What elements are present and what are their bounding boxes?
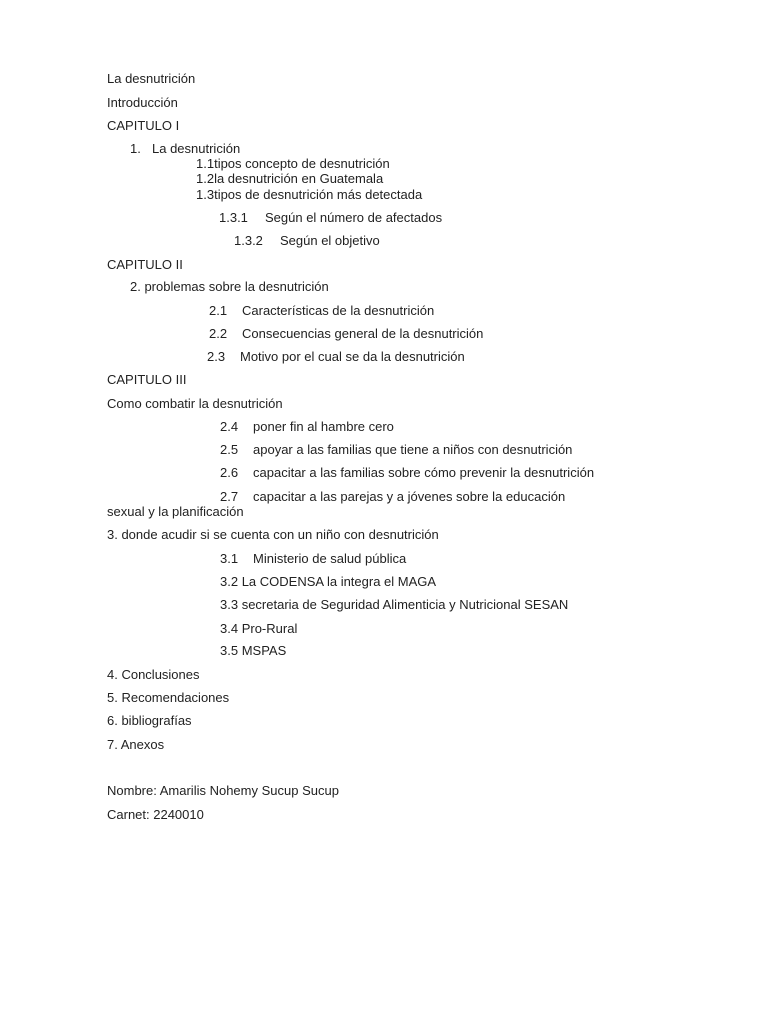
section-3-sub-item-3-4 (220, 621, 297, 636)
cap2-list-item: 2. problemas sobre la desnutrición (130, 279, 329, 294)
cap3-sub-item-2-7-continuation: sexual y la planificación (107, 504, 244, 519)
list-number: 2.2 (209, 326, 228, 341)
author-carnet: Carnet: 2240010 (107, 807, 204, 822)
author-name: Nombre: Amarilis Nohemy Sucup Sucup (107, 783, 339, 798)
list-number: 2.1 (209, 303, 228, 318)
list-text: Ministerio de salud pública (253, 551, 407, 566)
list-number: 1.3 (196, 187, 215, 202)
section-6-bibliografias: 6. bibliografías (107, 713, 192, 728)
list-number: 1.3.1 (219, 210, 248, 225)
list-text: la desnutrición en Guatemala (214, 171, 384, 186)
list-text: Consecuencias general de la desnutrición (242, 326, 484, 341)
list-text: capacitar a las familias sobre cómo prevenir la desnutrición (253, 465, 595, 480)
list-number: 2.6 (220, 465, 239, 480)
list-number: 1.2 (196, 171, 215, 186)
list-text: secretaria de Seguridad Alimenticia y Nutricional SESAN (241, 597, 569, 612)
list-number: 1.1 (196, 156, 215, 171)
list-text: La desnutrición (152, 141, 241, 156)
section-7-anexos: 7. Anexos (107, 737, 165, 752)
list-text: Características de la desnutrición (242, 303, 435, 318)
list-number: 3.2 (220, 574, 239, 589)
list-number: 1.3.2 (234, 233, 263, 248)
section-3-sub-item-3-5 (220, 643, 286, 658)
cap1-sub-item-1-1 (196, 156, 390, 171)
section-3-heading: 3. donde acudir si se cuenta con un niño con desnutrición (107, 527, 439, 542)
list-text: Pro-Rural (241, 621, 298, 636)
cap3-sub-item-2-7 (220, 489, 565, 504)
list-text: capacitar a las parejas y a jóvenes sobre la educación (253, 489, 566, 504)
cap2-sub-item-2-2 (209, 326, 483, 341)
list-number: 3.5 (220, 643, 239, 658)
list-text: MSPAS (241, 643, 287, 658)
list-text: Según el objetivo (280, 233, 380, 248)
list-text: Según el número de afectados (265, 210, 443, 225)
cap1-subsub-item-1-3-1 (219, 210, 442, 225)
section-4-conclusiones: 4. Conclusiones (107, 667, 200, 682)
list-number: 3.1 (220, 551, 239, 566)
cap3-sub-item-2-5 (220, 442, 572, 457)
cap3-subheading: Como combatir la desnutrición (107, 396, 283, 411)
cap3-sub-item-2-4 (220, 419, 394, 434)
list-number: 3.3 (220, 597, 239, 612)
cap2-sub-item-2-3 (207, 349, 465, 364)
list-number: 2.4 (220, 419, 239, 434)
list-text: poner fin al hambre cero (253, 419, 394, 434)
section-5-recomendaciones: 5. Recomendaciones (107, 690, 230, 705)
list-text: La CODENSA la integra el MAGA (241, 574, 437, 589)
capitulo-1-heading: CAPITULO I (107, 118, 180, 133)
section-3-sub-item-3-1 (220, 551, 406, 566)
cap1-subsub-item-1-3-2 (234, 233, 380, 248)
list-text: Motivo por el cual se da la desnutrición (240, 349, 465, 364)
cap1-list-item (130, 141, 240, 156)
capitulo-3-heading: CAPITULO III (107, 372, 187, 387)
list-number: 1. (130, 141, 141, 156)
list-text: tipos concepto de desnutrición (214, 156, 390, 171)
doc-title: La desnutrición (107, 71, 196, 86)
list-number: 2.7 (220, 489, 239, 504)
cap1-sub-item-1-3 (196, 187, 422, 202)
list-number: 2.3 (207, 349, 226, 364)
list-number: 2.5 (220, 442, 239, 457)
introduccion-heading: Introducción (107, 95, 178, 110)
list-text: tipos de desnutrición más detectada (214, 187, 423, 202)
cap3-sub-item-2-6 (220, 465, 594, 480)
cap1-sub-item-1-2 (196, 171, 383, 186)
list-number: 3.4 (220, 621, 239, 636)
section-3-sub-item-3-3 (220, 597, 568, 612)
capitulo-2-heading: CAPITULO II (107, 257, 183, 272)
cap2-sub-item-2-1 (209, 303, 434, 318)
list-text: apoyar a las familias que tiene a niños con desnutrición (253, 442, 573, 457)
section-3-sub-item-3-2 (220, 574, 436, 589)
